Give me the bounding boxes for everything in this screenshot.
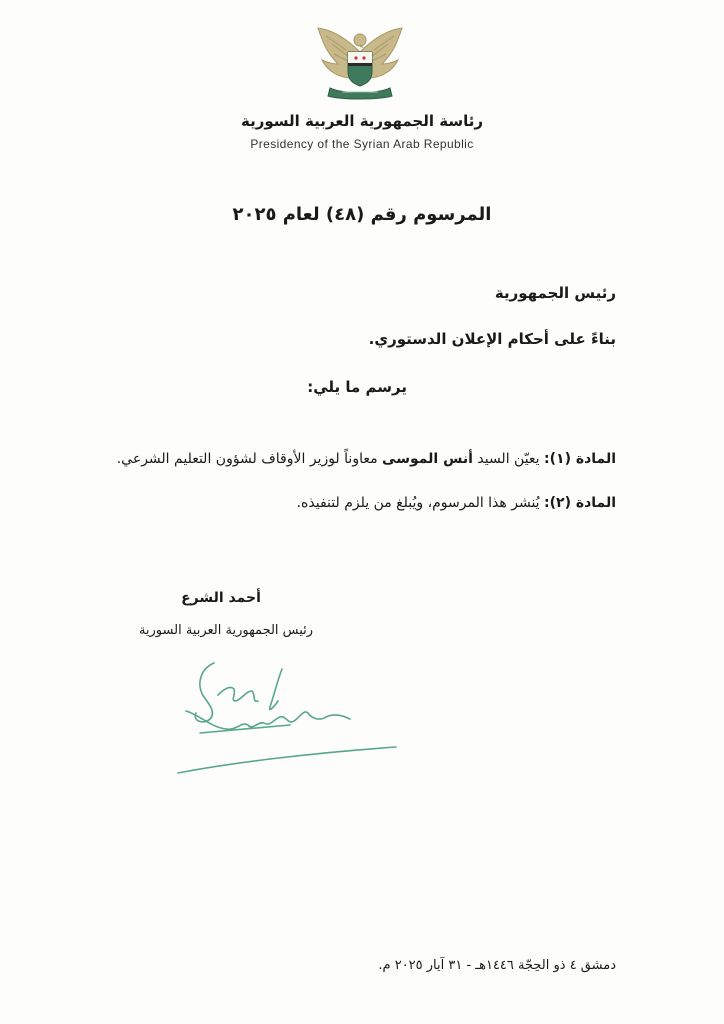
signer-name: أحمد الشرع (181, 590, 261, 606)
decree-title: المرسوم رقم (٤٨) لعام ٢٠٢٥ (232, 204, 492, 225)
article-1-text-before: يعيّن السيد (472, 451, 545, 467)
presidency-arabic-header: رئاسة الجمهورية العربية السورية (241, 112, 483, 130)
preamble-president: رئيس الجمهورية (494, 284, 616, 302)
preamble-constitutional-basis: بناءً على أحكام الإعلان الدستوري. (368, 330, 616, 348)
article-2-text: يُنشر هذا المرسوم، ويُبلغ من يلزم لتنفيذه. (296, 495, 545, 511)
article-2-label: المادة (٢): (544, 495, 616, 511)
appointee-name: أنس الموسى (382, 451, 473, 467)
place-and-date: دمشق ٤ ذو الحِجّة ١٤٤٦هـ - ٣١ آيار ٢٠٢٥ م. (378, 958, 616, 973)
syrian-eagle-emblem-icon (312, 22, 408, 102)
article-1-label: المادة (١): (544, 451, 616, 467)
article-2 (297, 495, 616, 511)
handwritten-signature (170, 655, 405, 780)
preamble-decrees: يرسم ما يلي: (307, 378, 407, 396)
presidency-english-header: Presidency of the Syrian Arab Republic (250, 137, 474, 151)
article-1 (117, 451, 616, 467)
article-1-text-after: معاوناً لوزير الأوقاف لشؤون التعليم الشرعي. (116, 451, 383, 467)
signer-title: رئيس الجمهورية العربية السورية (138, 623, 314, 638)
